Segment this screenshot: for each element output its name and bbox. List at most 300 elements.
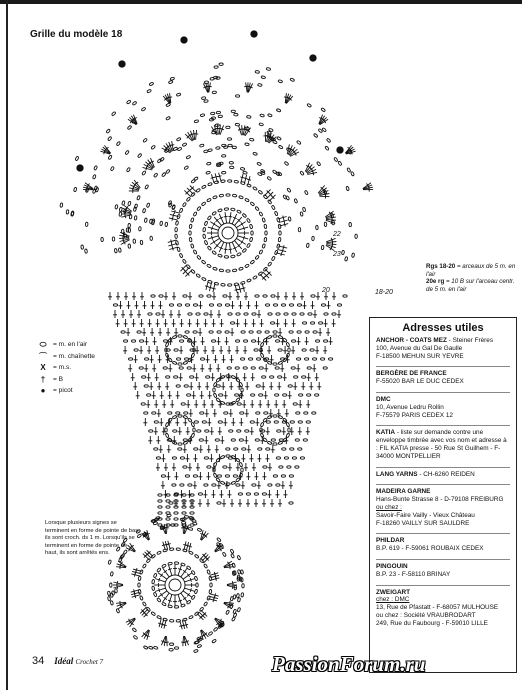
double-crochet-stitch bbox=[185, 579, 196, 582]
chain-stitch bbox=[128, 201, 132, 206]
address-line: F-55020 BAR LE DUC CEDEX bbox=[376, 378, 464, 386]
rows-note-text-1: = arceaux de 5 m. en l'air bbox=[426, 263, 516, 278]
chain-stitch bbox=[108, 155, 112, 160]
chain-stitch bbox=[231, 375, 236, 379]
chain-stitch bbox=[141, 107, 146, 111]
double-crochet-stitch bbox=[229, 243, 231, 254]
chain-stitch bbox=[316, 340, 320, 342]
double-crochet-bar bbox=[281, 252, 282, 256]
chain-stitch bbox=[231, 553, 235, 558]
chain-stitch bbox=[260, 114, 265, 117]
chain-stitch bbox=[174, 349, 178, 351]
double-crochet-stitch bbox=[265, 269, 271, 275]
chain-stitch bbox=[110, 583, 112, 587]
chain-stitch bbox=[166, 116, 171, 120]
chain-stitch bbox=[212, 639, 217, 643]
double-crochet-stitch bbox=[169, 565, 172, 576]
chain-stitch bbox=[276, 313, 280, 315]
double-crochet-stitch bbox=[178, 595, 181, 606]
double-crochet-stitch bbox=[219, 173, 222, 182]
chain-stitch bbox=[85, 222, 88, 226]
chain-stitch bbox=[223, 466, 227, 468]
chain-stitch bbox=[268, 113, 273, 117]
chain-stitch bbox=[308, 313, 312, 315]
chain-stitch bbox=[228, 284, 232, 287]
chain-stitch bbox=[237, 570, 240, 575]
chain-stitch bbox=[215, 439, 219, 441]
chain-stitch bbox=[227, 367, 231, 369]
chain-stitch bbox=[231, 322, 235, 324]
double-crochet-stitch bbox=[208, 236, 219, 239]
chain-stitch bbox=[252, 340, 256, 342]
double-crochet-bar bbox=[164, 597, 167, 599]
double-crochet-bar bbox=[283, 216, 284, 220]
chain-stitch bbox=[148, 646, 153, 650]
chain-stitch bbox=[266, 448, 270, 450]
chain-stitch bbox=[216, 147, 220, 150]
chain-stitch bbox=[236, 378, 241, 383]
chain-stitch bbox=[134, 349, 138, 351]
chain-stitch bbox=[247, 115, 252, 118]
chain-stitch bbox=[173, 430, 177, 432]
chain-stitch bbox=[137, 153, 142, 158]
chain-stitch bbox=[319, 322, 323, 324]
double-crochet-stitch bbox=[199, 612, 206, 618]
double-crochet-bar bbox=[212, 236, 213, 240]
chain-stitch bbox=[226, 375, 230, 377]
chain-stitch bbox=[321, 108, 326, 112]
chain-stitch bbox=[236, 340, 240, 342]
chain-stitch bbox=[286, 433, 290, 438]
chain-stitch bbox=[118, 248, 121, 253]
chain-stitch bbox=[186, 566, 191, 571]
supplier-detail: - liste sur demande contre une enveloppe timbrée avec vos nom et adresse à : FIL KATIA presse - 50 Rue St Guilhem - F-34000 MONTPELLIER bbox=[376, 429, 507, 460]
chain-stitch bbox=[141, 403, 145, 405]
chain-stitch bbox=[180, 457, 184, 459]
page-footer bbox=[32, 655, 103, 667]
chain-stitch bbox=[297, 358, 301, 360]
chain-stitch bbox=[235, 123, 239, 126]
chain-stitch bbox=[190, 244, 194, 249]
chain-stitch bbox=[60, 203, 63, 208]
chain-stitch bbox=[237, 210, 242, 214]
legend-row bbox=[37, 374, 95, 386]
double-crochet-bar bbox=[238, 289, 242, 290]
chain-stitch bbox=[165, 342, 169, 347]
chain-stitch bbox=[282, 448, 286, 450]
double-crochet-stitch bbox=[279, 220, 288, 222]
double-crochet-bar bbox=[205, 286, 209, 287]
double-crochet-stitch bbox=[167, 636, 168, 646]
chain-stitch bbox=[199, 558, 204, 563]
chain-stitch bbox=[243, 171, 248, 174]
chain-stitch bbox=[216, 378, 221, 383]
chain-stitch bbox=[145, 184, 149, 189]
double-crochet-bar bbox=[224, 249, 228, 250]
chain-stitch bbox=[276, 484, 280, 486]
chain-stitch bbox=[174, 518, 178, 520]
chain-stitch bbox=[191, 595, 195, 600]
chain-stitch bbox=[128, 223, 131, 227]
double-crochet-stitch bbox=[143, 554, 149, 560]
chain-stitch bbox=[152, 412, 156, 414]
chain-stitch bbox=[213, 388, 215, 392]
chain-stitch bbox=[252, 484, 256, 486]
double-crochet-stitch bbox=[210, 594, 219, 596]
chain-stitch bbox=[236, 458, 241, 463]
chain-stitch bbox=[276, 340, 280, 342]
chain-stitch bbox=[223, 295, 227, 297]
double-crochet-stitch bbox=[246, 83, 248, 93]
chain-stitch bbox=[220, 481, 225, 485]
chain-stitch bbox=[170, 77, 175, 81]
chain-stitch bbox=[166, 500, 170, 502]
double-crochet-stitch bbox=[232, 242, 237, 252]
double-crochet-stitch bbox=[248, 176, 250, 185]
double-crochet-stitch bbox=[168, 244, 177, 246]
address-entry bbox=[376, 467, 510, 479]
double-crochet-bar bbox=[136, 568, 137, 572]
chain-stitch bbox=[277, 136, 282, 140]
chain-stitch bbox=[232, 269, 237, 272]
chain-stitch bbox=[246, 493, 250, 495]
chain-stitch bbox=[244, 313, 248, 315]
chain-stitch bbox=[259, 212, 263, 217]
chain-stitch bbox=[207, 570, 211, 575]
chain-stitch bbox=[228, 313, 232, 315]
chain-stitch bbox=[183, 415, 188, 419]
chain-stitch bbox=[116, 141, 121, 146]
chain-stitch bbox=[182, 143, 187, 147]
chain-stitch bbox=[190, 349, 194, 351]
supplier-detail: - Steiner Frères bbox=[446, 337, 494, 344]
chain-stitch bbox=[169, 304, 173, 306]
chain-stitch bbox=[207, 246, 212, 251]
chain-stitch bbox=[281, 304, 285, 306]
chain-stitch bbox=[264, 224, 267, 229]
chain-stitch bbox=[274, 421, 278, 423]
double-crochet-stitch bbox=[183, 636, 184, 646]
chain-stitch bbox=[257, 162, 262, 166]
chain-stitch bbox=[268, 484, 272, 486]
double-crochet-bar bbox=[171, 243, 172, 247]
chain-stitch bbox=[201, 97, 206, 100]
chain-stitch bbox=[207, 295, 211, 297]
chain-stitch bbox=[273, 331, 277, 333]
double-crochet-stitch bbox=[131, 592, 140, 594]
chain-stitch bbox=[140, 240, 143, 244]
chain-stitch bbox=[294, 198, 298, 203]
legend-text: = picot bbox=[53, 387, 73, 394]
chain-stitch bbox=[132, 628, 137, 633]
chain-stitch bbox=[259, 250, 263, 255]
chain-stitch bbox=[168, 605, 173, 608]
chain-stitch bbox=[230, 166, 234, 169]
chain-stitch bbox=[146, 203, 150, 208]
chain-stitch bbox=[147, 89, 152, 93]
double-crochet-stitch bbox=[190, 186, 196, 192]
chain-stitch bbox=[168, 562, 173, 565]
chain-stitch bbox=[313, 358, 317, 360]
chain-stitch bbox=[137, 195, 141, 200]
chain-stitch bbox=[235, 95, 239, 98]
chain-stitch bbox=[66, 210, 69, 214]
double-crochet-bar bbox=[158, 623, 162, 624]
chain-stitch bbox=[128, 228, 131, 232]
chain-stitch bbox=[231, 110, 235, 113]
chain-stitch bbox=[183, 441, 188, 445]
chain-stitch bbox=[188, 313, 192, 315]
chain-stitch bbox=[225, 304, 229, 306]
chain-stitch bbox=[236, 593, 239, 598]
chain-stitch bbox=[261, 76, 266, 79]
chain-stitch bbox=[142, 208, 145, 213]
chain-stitch bbox=[324, 222, 327, 226]
chain-stitch bbox=[178, 448, 182, 450]
double-crochet-stitch bbox=[232, 214, 237, 224]
chain-stitch bbox=[216, 398, 221, 403]
chain-stitch bbox=[194, 589, 198, 594]
chain-stitch bbox=[267, 441, 272, 445]
chain-stitch bbox=[144, 218, 147, 223]
chain-stitch bbox=[212, 340, 216, 342]
chain-stitch bbox=[201, 185, 206, 189]
center-ring bbox=[165, 575, 185, 595]
chain-stitch bbox=[199, 439, 203, 441]
chain-stitch bbox=[175, 234, 178, 238]
double-crochet-stitch bbox=[244, 175, 246, 184]
chain-stitch bbox=[181, 403, 185, 405]
chain-stitch bbox=[157, 598, 162, 603]
chain-stitch bbox=[116, 608, 120, 613]
chain-stitch bbox=[249, 224, 252, 229]
chain-stitch bbox=[334, 157, 338, 162]
double-crochet-stitch bbox=[326, 238, 335, 241]
chain-stitch bbox=[276, 108, 281, 112]
chain-stitch bbox=[233, 475, 237, 477]
address-line: 13, Rue de Pfastatt - F-68057 MULHOUSE bbox=[376, 604, 499, 612]
chain-stitch bbox=[193, 428, 195, 432]
chain-stitch bbox=[245, 430, 249, 432]
chain-stitch bbox=[295, 466, 299, 468]
chain-stitch bbox=[303, 439, 307, 441]
chain-stitch bbox=[165, 222, 168, 226]
double-crochet-stitch bbox=[209, 83, 211, 93]
chain-stitch bbox=[283, 418, 288, 423]
double-crochet-stitch bbox=[326, 244, 336, 245]
chain-stitch bbox=[278, 335, 283, 339]
double-crochet-bar bbox=[228, 216, 232, 217]
double-crochet-stitch bbox=[209, 282, 211, 291]
double-crochet-bar bbox=[244, 178, 248, 179]
chain-stitch bbox=[140, 340, 144, 342]
chain-stitch bbox=[197, 255, 202, 260]
chain-stitch bbox=[236, 313, 240, 315]
chain-stitch bbox=[201, 260, 206, 265]
chain-stitch bbox=[162, 602, 167, 606]
double-crochet-stitch bbox=[113, 582, 123, 585]
chain-stitch bbox=[128, 244, 131, 248]
chain-stitch bbox=[251, 367, 255, 369]
address-line: F-75579 PARIS CEDEX 12 bbox=[376, 411, 453, 419]
chain-stitch bbox=[196, 313, 200, 315]
chain-stitch bbox=[229, 430, 233, 432]
chain-stitch bbox=[325, 146, 330, 151]
chain-stitch bbox=[245, 198, 250, 202]
chain-stitch bbox=[288, 428, 290, 432]
chain-stitch bbox=[289, 304, 293, 306]
chain-stitch bbox=[292, 313, 296, 315]
chain-stitch bbox=[230, 549, 234, 554]
chain-stitch bbox=[226, 270, 230, 272]
chain-stitch bbox=[142, 602, 146, 607]
chain-stitch bbox=[108, 560, 112, 565]
chain-stitch bbox=[204, 221, 208, 226]
chain-stitch bbox=[224, 412, 228, 414]
chain-stitch bbox=[231, 481, 236, 485]
chain-stitch bbox=[284, 161, 289, 166]
chain-stitch bbox=[188, 418, 193, 423]
chain-stitch bbox=[246, 218, 250, 223]
chain-stitch bbox=[306, 243, 309, 248]
chain-stitch bbox=[210, 112, 214, 115]
chain-stitch bbox=[92, 174, 96, 179]
chain-stitch bbox=[216, 478, 221, 483]
chain-stitch bbox=[289, 502, 293, 504]
chain-stitch bbox=[279, 231, 281, 235]
chain-stitch bbox=[304, 412, 308, 414]
chain-stitch bbox=[142, 564, 146, 569]
chain-stitch bbox=[143, 646, 148, 650]
chain-stitch bbox=[183, 439, 187, 441]
chain-stitch bbox=[178, 335, 182, 337]
chain-stitch bbox=[216, 385, 220, 387]
chain-stitch bbox=[321, 304, 325, 306]
chain-stitch bbox=[232, 146, 236, 149]
chain-stitch bbox=[231, 439, 235, 441]
chain-stitch bbox=[250, 202, 255, 207]
chain-stitch bbox=[157, 551, 162, 555]
chain-stitch bbox=[176, 93, 181, 97]
legend-text: = B bbox=[53, 375, 64, 383]
double-crochet-stitch bbox=[219, 242, 224, 252]
double-crochet-stitch bbox=[168, 240, 177, 243]
chain-stitch bbox=[225, 475, 229, 477]
chain-stitch bbox=[204, 457, 208, 459]
chain-stitch bbox=[220, 401, 225, 405]
chain-stitch bbox=[256, 412, 260, 414]
chain-stitch bbox=[219, 394, 223, 396]
chain-stitch bbox=[263, 438, 268, 443]
chain-stitch bbox=[321, 245, 324, 250]
chain-stitch bbox=[182, 512, 186, 514]
chain-stitch bbox=[307, 394, 311, 396]
chain-stitch bbox=[272, 140, 277, 144]
chain-stitch bbox=[169, 648, 173, 651]
chain-stitch bbox=[272, 170, 277, 174]
arch-icon: ⌒ bbox=[39, 351, 47, 361]
chain-stitch bbox=[196, 273, 201, 277]
chain-stitch bbox=[119, 207, 122, 212]
double-crochet-stitch bbox=[181, 265, 187, 271]
chain-stitch bbox=[337, 304, 341, 306]
chain-stitch bbox=[254, 493, 258, 495]
double-crochet-stitch bbox=[178, 565, 181, 576]
double-crochet-bar bbox=[235, 289, 239, 290]
double-crochet-stitch bbox=[260, 274, 266, 280]
chain-stitch bbox=[257, 172, 262, 176]
chain-stitch bbox=[166, 524, 170, 526]
double-crochet-stitch bbox=[225, 243, 227, 254]
chain-stitch bbox=[174, 512, 178, 514]
double-crochet-bar bbox=[243, 236, 244, 240]
chain-stitch bbox=[190, 524, 194, 526]
chain-stitch bbox=[253, 186, 258, 190]
chain-stitch bbox=[194, 554, 199, 558]
chain-stitch bbox=[172, 457, 176, 459]
chain-stitch bbox=[202, 421, 206, 423]
chain-stitch bbox=[278, 237, 281, 241]
chain-stitch bbox=[288, 217, 291, 222]
chain-stitch bbox=[278, 376, 282, 378]
chain-stitch bbox=[292, 340, 296, 342]
chain-stitch bbox=[265, 304, 269, 306]
chain-stitch bbox=[178, 415, 182, 417]
chain-stitch bbox=[249, 358, 253, 360]
page-title: Grille du modèle 18 bbox=[30, 29, 123, 40]
chain-stitch bbox=[196, 583, 198, 587]
chain-stitch bbox=[263, 466, 267, 468]
chain-stitch bbox=[168, 80, 173, 84]
double-crochet-stitch bbox=[238, 236, 249, 239]
double-crochet-bar bbox=[228, 249, 232, 250]
chain-stitch bbox=[207, 466, 211, 468]
chain-stitch bbox=[119, 212, 122, 217]
rows-note-bold-1: Rgs 18-20 bbox=[426, 263, 456, 270]
double-crochet-stitch bbox=[326, 242, 336, 243]
chain-stitch bbox=[265, 231, 267, 235]
chain-stitch bbox=[260, 422, 264, 427]
double-crochet-bar bbox=[284, 219, 285, 223]
x-icon: X bbox=[40, 363, 46, 372]
chain-stitch bbox=[175, 241, 178, 246]
address-line: B.P. 619 - F-59061 ROUBAIX CEDEX bbox=[376, 545, 484, 553]
chain-stitch bbox=[191, 570, 195, 575]
chain-stitch bbox=[262, 376, 266, 378]
chain-stitch bbox=[250, 421, 254, 423]
chain-stitch bbox=[229, 161, 233, 164]
chain-stitch bbox=[232, 194, 237, 197]
chain-stitch bbox=[115, 589, 118, 593]
chain-stitch bbox=[279, 466, 283, 468]
chain-stitch bbox=[219, 194, 224, 197]
double-crochet-stitch bbox=[239, 284, 241, 293]
chain-stitch bbox=[263, 418, 268, 423]
chain-stitch bbox=[145, 358, 149, 360]
rows-note-text-2: = 10 B sur l'arceau centr. de 5 m. en l'air bbox=[426, 278, 515, 293]
double-crochet-bar bbox=[168, 97, 172, 98]
chain-stitch bbox=[263, 295, 267, 297]
chain-stitch bbox=[222, 171, 226, 174]
chain-stitch bbox=[228, 144, 232, 146]
chain-stitch bbox=[194, 421, 198, 423]
double-crochet-bar bbox=[160, 593, 162, 596]
magazine-name bbox=[54, 656, 103, 666]
chain-stitch bbox=[218, 115, 222, 118]
chain-stitch bbox=[237, 555, 241, 560]
chain-stitch bbox=[203, 227, 206, 231]
double-crochet-bar bbox=[224, 216, 228, 217]
